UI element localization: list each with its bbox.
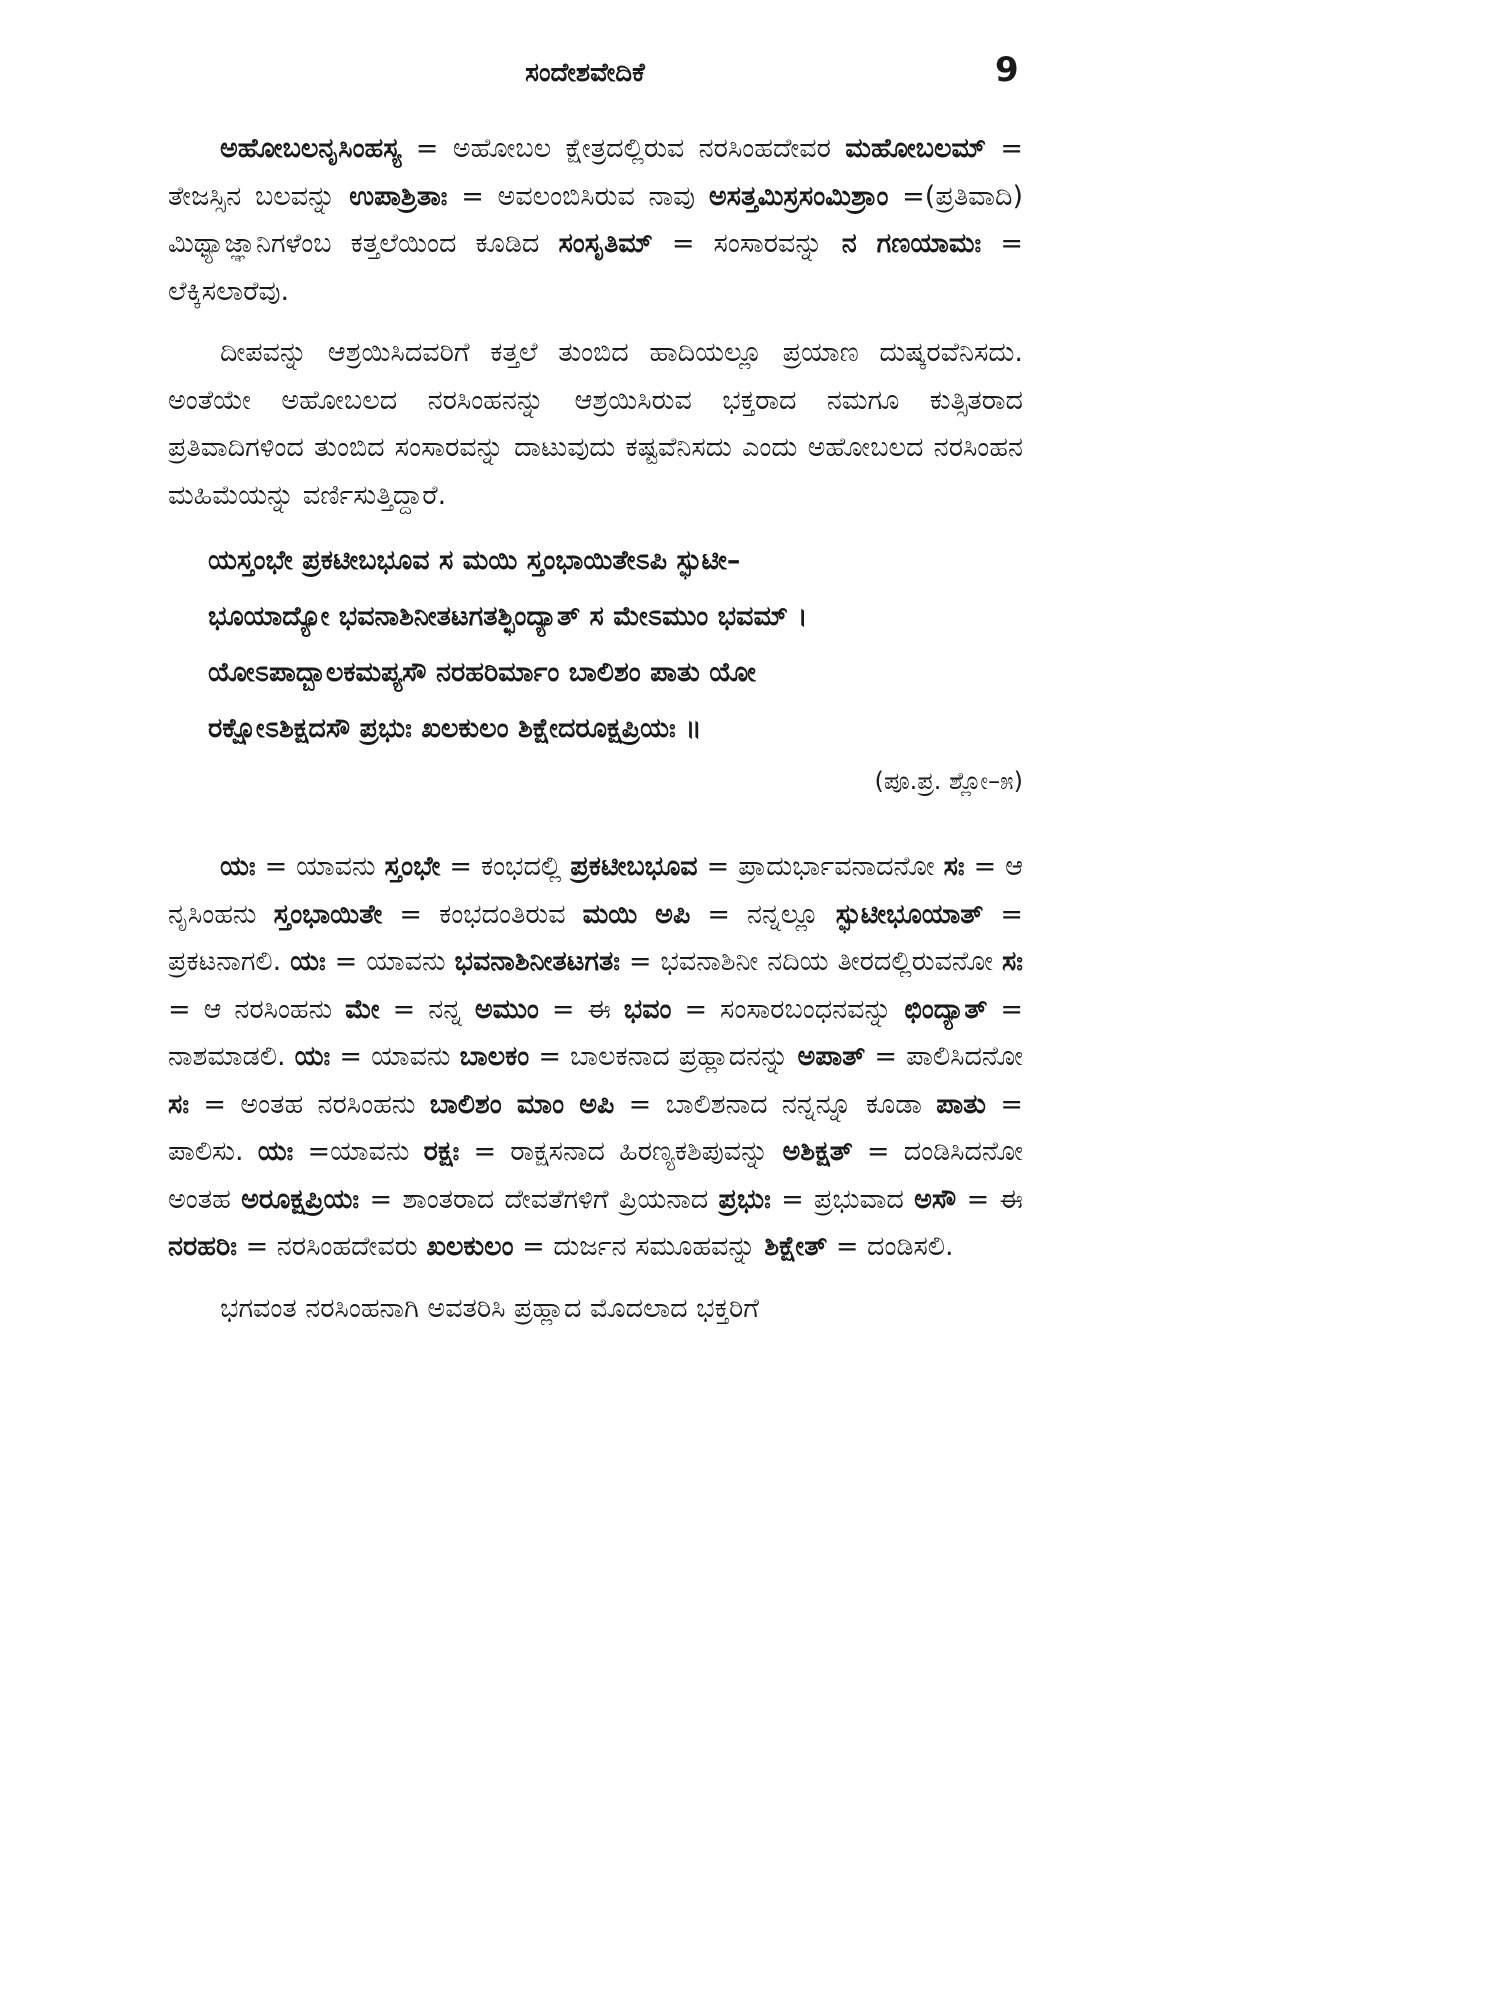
bold-term: ಮೇ	[345, 993, 380, 1025]
bold-term: ಭವನಾಶಿನೀತಟಗತಃ	[454, 946, 620, 977]
bold-term: ಉಪಾಶ್ರಿತಾಃ	[349, 180, 448, 212]
text-run: = ನರಸಿಂಹದೇವರು	[237, 1231, 427, 1262]
bold-term: ಯಃ	[220, 851, 256, 882]
bold-term: ಸ್ಫುಟೀಭೂಯಾತ್	[835, 898, 984, 930]
bold-term: ರಕ್ಷಃ	[423, 1136, 460, 1167]
text-run: = ಆ ನರಸಿಂಹನು	[168, 993, 346, 1025]
bold-term: ಪ್ರಕಟೀಬಭೂವ	[570, 851, 698, 882]
bold-term: ನರಹರಿಃ	[168, 1231, 237, 1262]
bold-term: ಸಃ	[168, 1088, 190, 1120]
text-run: = ತೇಜಸ್ಸಿನ ಬಲವನ್ನು	[168, 133, 1023, 212]
bold-term: ಸಃ	[943, 851, 965, 882]
bold-term: ನ ಗಣಯಾಮಃ	[841, 228, 982, 259]
bold-term: ಸಂಸೃತಿಮ್	[558, 228, 653, 259]
bold-term: ಮಹೋಬಲಮ್	[845, 133, 986, 164]
bold-term: ಅಮುಂ	[474, 993, 539, 1025]
bold-term: ಯಃ	[257, 1136, 294, 1167]
bold-term: ಸಃ	[1001, 946, 1023, 977]
text-run: = ನನ್ನ	[379, 993, 475, 1025]
verse-block	[208, 533, 1023, 757]
bold-term: ಬಾಲಿಶಂ ಮಾಂ ಅಪಿ	[429, 1088, 615, 1120]
paragraph-commentary-1	[168, 329, 1023, 519]
text-run: = ಬಾಲಿಶನಾದ ನನ್ನನ್ನೂ ಕೂಡಾ	[614, 1088, 937, 1120]
bold-term: ಪಾತು	[936, 1088, 987, 1120]
text-run: = ನಾಶಮಾಡಲಿ.	[168, 993, 1024, 1072]
verse-line: ಯೋಽಪಾದ್ಬಾಲಕಮಪ್ಯಸೌ ನರಹರಿರ್ಮಾಂ ಬಾಲಿಶಂ ಪಾತು ಯೋ	[208, 657, 756, 688]
bold-term: ಶಿಕ್ಷೇತ್	[764, 1231, 828, 1262]
text-run: = ಕಂಭದಂತಿರುವ	[382, 898, 583, 930]
text-run: = ಯಾವನು	[325, 946, 455, 977]
bold-term: ಬಾಲಕಂ	[459, 1041, 530, 1072]
bold-term: ಪ್ರಭುಃ	[718, 1183, 771, 1215]
text-run: = ಸಂಸಾರವನ್ನು	[652, 228, 842, 259]
paragraph-gloss-1	[168, 125, 1023, 315]
bold-term: ಅಶಿಕ್ಷತ್	[782, 1136, 853, 1167]
bold-term: ಅಸೌ	[914, 1183, 957, 1215]
text-run: = ಅಂತಹ ನರಸಿಂಹನು	[189, 1088, 430, 1120]
verse-source: (ಪೂ.ಪ್ರ. ಶ್ಲೋ–೫)	[874, 767, 1023, 795]
bold-term: ಅಪಾತ್	[797, 1041, 866, 1072]
text-run: = ಸಂಸಾರಬಂಧನವನ್ನು	[671, 993, 905, 1025]
text-run: = ಪಾಲಿಸು.	[168, 1088, 1023, 1167]
text-run: ದೀಪವನ್ನು ಆಶ್ರಯಿಸಿದವರಿಗೆ ಕತ್ತಲೆ ತುಂಬಿದ ಹಾದಿಯಲ್ಲೂ ಪ್ರಯಾಣ ದುಷ್ಕರವೆನಿಸದು. ಅಂತೆಯೇ ಅಹೋಬಲದ ನರಸಿಂಹನನ್ನು ಆಶ್ರಯಿಸಿರುವ ಭಕ್ತರಾದ ನಮಗೂ ಕುತ್ಸಿತರಾದ ಪ್ರತಿವಾದಿಗಳಿಂದ ತುಂಬಿದ ಸಂಸಾರವನ್ನು ದಾಟುವುದು ಕಷ್ಟವೆನಿಸದು ಎಂದು ಅಹೋಬಲದ ನರಸಿಂಹನ ಮಹಿಮೆಯನ್ನು ವರ್ಣಿಸುತ್ತಿದ್ದಾರೆ.	[168, 337, 1023, 511]
text-run: =ಯಾವನು	[293, 1136, 424, 1167]
bold-term: ಯಃ	[294, 1041, 331, 1072]
text-run: =(ಪ್ರತಿವಾದಿ) ಮಿಥ್ಯಾಜ್ಞಾನಿಗಳೆಂಬ ಕತ್ತಲೆಯಿಂದ ಕೂಡಿದ	[168, 180, 1023, 259]
text-run: = ಕಂಭದಲ್ಲಿ	[440, 851, 571, 882]
bold-term: ಭವಂ	[623, 993, 672, 1025]
text-run: = ಭವನಾಶಿನೀ ನದಿಯ ತೀರದಲ್ಲಿರುವನೋ	[619, 946, 1002, 977]
bold-term: ಛಿಂದ್ಯಾತ್	[904, 993, 988, 1025]
bold-term: ಸ್ತಂಭಾಯಿತೇ	[273, 898, 383, 930]
text-run: = ಅಹೋಬಲ ಕ್ಷೇತ್ರದಲ್ಲಿರುವ ನರಸಿಂಹದೇವರ	[401, 133, 846, 164]
text-run: = ರಾಕ್ಷಸನಾದ ಹಿರಣ್ಯಕಶಿಪುವನ್ನು	[459, 1136, 783, 1167]
bold-term: ಮಯಿ ಅಪಿ	[582, 898, 691, 930]
paragraph-commentary-2	[168, 1285, 1023, 1333]
text-run: = ಅವಲಂಬಿಸಿರುವ ನಾವು	[447, 180, 709, 212]
bold-term: ಯಃ	[290, 946, 326, 977]
text-run: = ದುರ್ಜನ ಸಮೂಹವನ್ನು	[513, 1231, 765, 1262]
text-run: = ಈ	[538, 993, 624, 1025]
bold-term: ಅಹೋಬಲನೃಸಿಂಹಸ್ಯ	[220, 133, 402, 164]
text-run: = ಶಾಂತರಾದ ದೇವತೆಗಳಿಗೆ ಪ್ರಿಯನಾದ	[359, 1183, 719, 1215]
text-run: = ಯಾವನು	[255, 851, 385, 882]
bold-term: ಅರೂಕ್ಷಪ್ರಿಯಃ	[241, 1183, 360, 1215]
verse-line: ಭೂಯಾದ್ಯೋ ಭವನಾಶಿನೀತಟಗತಶ್ಛಿಂದ್ಯಾತ್ ಸ ಮೇಽಮುಂ ಭವಮ್ ।	[208, 601, 808, 632]
bold-term: ಖಲಕುಲಂ	[426, 1231, 514, 1262]
text-run: = ಪ್ರಕಟನಾಗಲಿ.	[168, 898, 1024, 977]
running-title: ಸಂದೇಶವೇದಿಕೆ	[525, 58, 645, 88]
text-run: = ಯಾವನು	[330, 1041, 460, 1072]
text-run: ಭಗವಂತ ನರಸಿಂಹನಾಗಿ ಅವತರಿಸಿ ಪ್ರಹ್ಲಾದ ಮೊದಲಾದ ಭಕ್ತರಿಗೆ	[220, 1292, 759, 1324]
verse-line: ಯಸ್ತಂಭೇ ಪ್ರಕಟೀಬಭೂವ ಸ ಮಯಿ ಸ್ತಂಭಾಯಿತೇಽಪಿ ಸ್ಫುಟೀ–	[208, 545, 741, 576]
text-run: = ಲೆಕ್ಕಿಸಲಾರೆವು.	[168, 228, 1023, 307]
bold-term: ಅಸತ್ತಮಿಸ್ರಸಂಮಿಶ್ರಾಂ	[708, 180, 889, 212]
paragraph-gloss-2	[168, 843, 1023, 1271]
text-run: = ದಂಡಿಸಲಿ.	[827, 1231, 954, 1262]
page-number: 9	[995, 50, 1019, 90]
text-run: = ದಂಡಿಸಿದನೋ ಅಂತಹ	[168, 1136, 1023, 1215]
text-run: = ಈ	[956, 1183, 1023, 1215]
bold-term: ಸ್ತಂಭೇ	[384, 851, 441, 882]
text-run: = ಬಾಲಕನಾದ ಪ್ರಹ್ಲಾದನನ್ನು	[529, 1041, 798, 1072]
text-run: = ಪ್ರಭುವಾದ	[770, 1183, 915, 1215]
text-run: = ಆ ನೃಸಿಂಹನು	[168, 851, 1023, 930]
verse-line: ರಕ್ಷೋಽಶಿಕ್ಷದಸೌ ಪ್ರಭುಃ ಖಲಕುಲಂ ಶಿಕ್ಷೇದರೂಕ್ಷಪ್ರಿಯಃ ॥	[208, 713, 702, 744]
text-run: = ಪ್ರಾದುರ್ಭಾವನಾದನೋ	[697, 851, 944, 882]
page-body	[168, 125, 1023, 1332]
text-run: = ನನ್ನಲ್ಲೂ	[690, 898, 836, 930]
text-run: = ಪಾಲಿಸಿದನೋ	[865, 1041, 1023, 1072]
page-header	[0, 50, 1170, 100]
